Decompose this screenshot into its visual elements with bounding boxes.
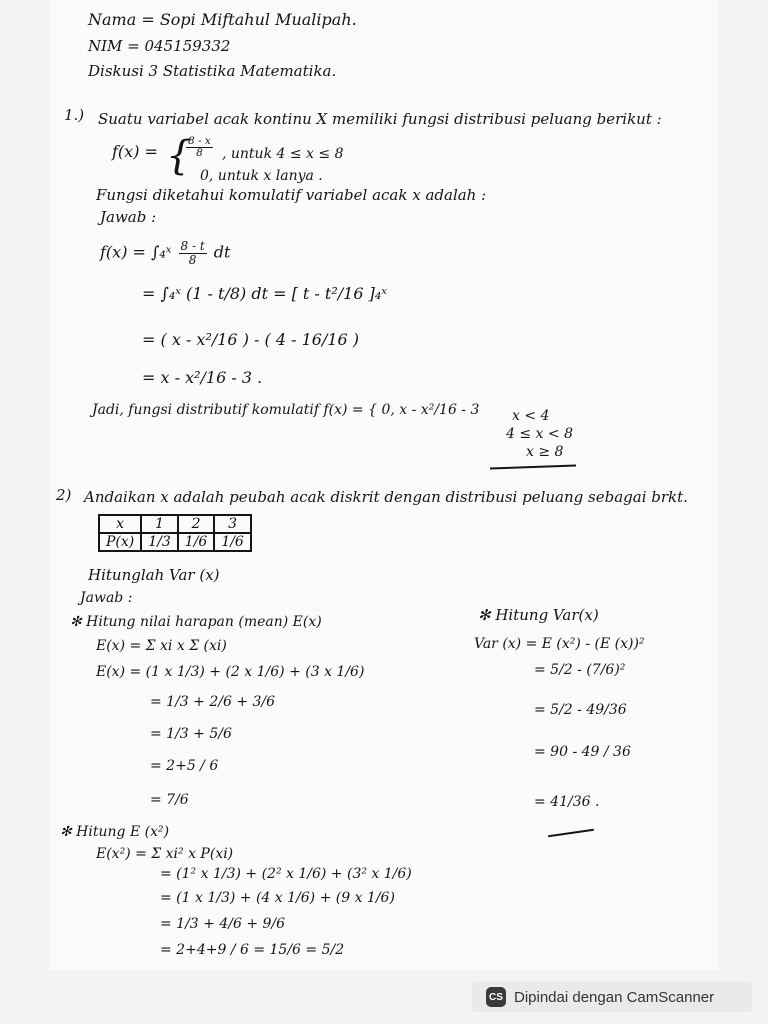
- problem1-question: Fungsi diketahui komulatif variabel acak x adalah :: [96, 186, 487, 204]
- camscanner-icon: CS: [486, 987, 506, 1007]
- problem1-piece1: $\frac{8 - x}{8}$: [188, 135, 211, 160]
- mean-line-3: = 1/3 + 2/6 + 3/6: [150, 694, 276, 710]
- header-nim: NIM = 045159332: [88, 37, 231, 55]
- var-title: ✻ Hitung Var(x): [478, 606, 599, 624]
- problem1-number: 1.): [64, 106, 85, 124]
- problem1-step4: = x - x²/16 - 3 .: [142, 368, 263, 387]
- problem1-piece2: 0, untuk x lanya .: [200, 168, 323, 184]
- problem1-cond2: 4 ≤ x < 8: [506, 426, 573, 442]
- table-cell-x2: 2: [178, 515, 215, 533]
- ex2-line-1: E(x²) = Σ xi² x P(xi): [96, 846, 234, 862]
- ex2-line-2: = (1² x 1/3) + (2² x 1/6) + (3² x 1/6): [160, 866, 412, 882]
- mean-line-6: = 7/6: [150, 792, 189, 808]
- table-header-x: x: [99, 515, 141, 533]
- table-row-label-px: P(x): [99, 533, 141, 551]
- problem2-statement: Andaikan x adalah peubah acak diskrit dengan distribusi peluang sebagai brkt.: [84, 488, 688, 506]
- brace-symbol: {: [166, 133, 192, 179]
- ex2-line-3: = (1 x 1/3) + (4 x 1/6) + (9 x 1/6): [160, 890, 395, 906]
- mean-title: ✻ Hitung nilai harapan (mean) E(x): [70, 614, 322, 630]
- problem1-statement: Suatu variabel acak kontinu X memiliki fungsi distribusi peluang berikut :: [98, 110, 662, 128]
- header-diskusi: Diskusi 3 Statistika Matematika.: [88, 62, 337, 80]
- table-cell-x1: 1: [141, 515, 178, 533]
- header-nama: Nama = Sopi Miftahul Mualipah.: [88, 10, 357, 29]
- mean-line-5: = 2+5 / 6: [150, 758, 219, 774]
- ex2-line-5: = 2+4+9 / 6 = 15/6 = 5/2: [160, 942, 345, 958]
- ex2-title: ✻ Hitung E (x²): [60, 824, 170, 840]
- problem1-jawab: Jawab :: [100, 208, 157, 226]
- problem1-step1: f(x) = ∫₄ˣ $\frac{8 - t}{8}$ dt: [100, 239, 231, 267]
- problem1-step3: = ( x - x²/16 ) - ( 4 - 16/16 ): [142, 330, 360, 349]
- var-line-5: = 41/36 .: [534, 794, 600, 810]
- var-line-3: = 5/2 - 49/36: [534, 702, 627, 718]
- problem1-piece1-cond: , untuk 4 ≤ x ≤ 8: [222, 146, 344, 162]
- table-cell-p2: 1/6: [178, 533, 215, 551]
- problem1-cond1: x < 4: [512, 408, 550, 424]
- problem1-cond3: x ≥ 8: [526, 444, 564, 460]
- problem1-step2: = ∫₄ˣ (1 - t/8) dt = [ t - t²/16 ]₄ˣ: [142, 284, 387, 303]
- var-line-4: = 90 - 49 / 36: [534, 744, 631, 760]
- camscanner-watermark: [472, 982, 752, 1012]
- camscanner-text: Dipindai dengan CamScanner: [514, 988, 715, 1006]
- problem2-number: 2): [56, 486, 72, 504]
- probability-table: [98, 514, 252, 552]
- problem2-question: Hitunglah Var (x): [88, 566, 220, 584]
- mean-line-1: E(x) = Σ xi x Σ (xi): [96, 638, 227, 654]
- problem2-jawab: Jawab :: [80, 590, 133, 606]
- problem1-conclusion: Jadi, fungsi distributif komulatif f(x) = { 0, x - x²/16 - 3: [92, 402, 480, 418]
- table-cell-p3: 1/6: [214, 533, 251, 551]
- var-line-1: Var (x) = E (x²) - (E (x))²: [474, 636, 645, 652]
- var-line-2: = 5/2 - (7/6)²: [534, 662, 626, 678]
- mean-line-2: E(x) = (1 x 1/3) + (2 x 1/6) + (3 x 1/6): [96, 664, 365, 680]
- table-cell-p1: 1/3: [141, 533, 178, 551]
- ex2-line-4: = 1/3 + 4/6 + 9/6: [160, 916, 286, 932]
- table-cell-x3: 3: [214, 515, 251, 533]
- problem1-fx-label: f(x) =: [112, 142, 158, 161]
- mean-line-4: = 1/3 + 5/6: [150, 726, 232, 742]
